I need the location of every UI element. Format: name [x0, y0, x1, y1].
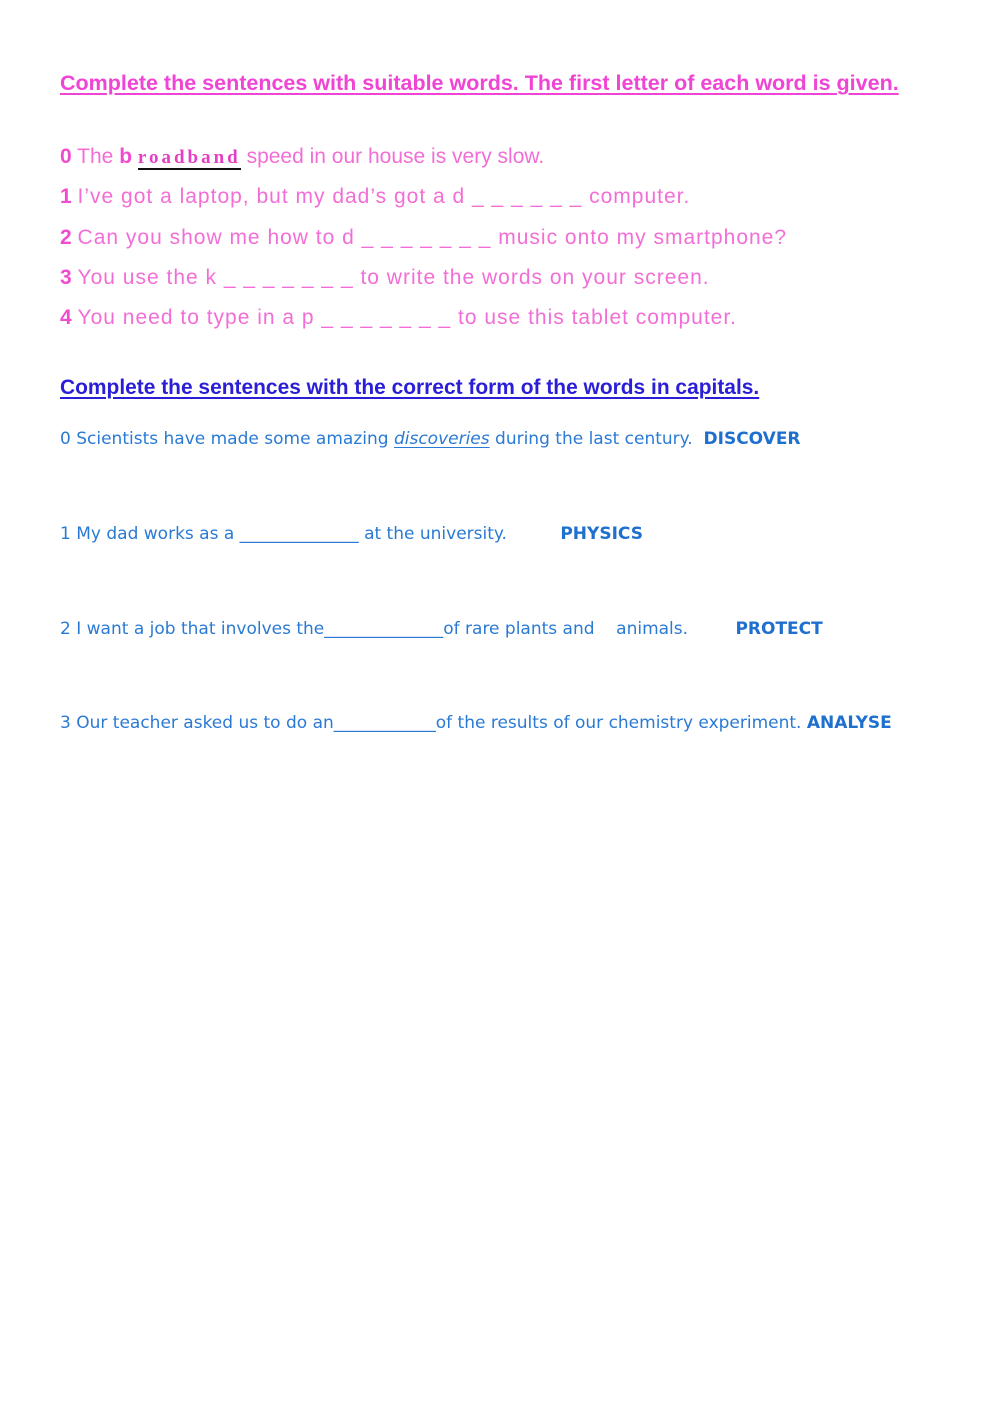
item-text-after: during the last century.: [495, 429, 693, 449]
item-text-after: speed in our house is very slow.: [246, 145, 545, 168]
item-text: Can you show me how to d _ _ _ _ _ _ _ music onto my smartphone?: [77, 226, 788, 249]
item-number: 0: [60, 145, 72, 168]
capital-keyword: DISCOVER: [703, 429, 801, 449]
item-number: 2: [60, 619, 71, 639]
example-answer: discoveries: [393, 429, 490, 449]
section1-item-4: [60, 305, 737, 331]
section2-item-1: [60, 523, 643, 545]
capital-keyword: PROTECT: [735, 619, 823, 639]
section1-item-1: [60, 184, 690, 210]
item-number: 3: [60, 266, 72, 289]
item-text: I’ve got a laptop, but my dad’s got a d _ _ _ _ _ _ computer.: [77, 185, 691, 208]
section1-heading: Complete the sentences with suitable words. The first letter of each word is given.: [60, 71, 899, 95]
section2-item-2: [60, 618, 823, 640]
section1-item-3: [60, 265, 710, 291]
capital-keyword: ANALYSE: [806, 713, 892, 733]
item-text-before: The: [77, 145, 114, 168]
item-text: You need to type in a p _ _ _ _ _ _ _ to use this tablet computer.: [77, 306, 738, 329]
item-number: 1: [60, 185, 72, 208]
item-text-before: Scientists have made some amazing: [76, 429, 389, 449]
section2-item-0: [60, 428, 801, 450]
item-text: You use the k _ _ _ _ _ _ _ to write the words on your screen.: [77, 266, 710, 289]
section2-item-3: [60, 712, 892, 734]
section1-item-0: [60, 144, 544, 171]
item-number: 3: [60, 713, 71, 733]
item-number: 2: [60, 226, 72, 249]
item-number: 1: [60, 524, 71, 544]
capital-keyword: PHYSICS: [560, 524, 643, 544]
item-text: I want a job that involves the______________of rare plants and animals.: [76, 619, 689, 639]
section1-item-2: [60, 225, 787, 251]
item-text: Our teacher asked us to do an____________of the results of our chemistry experiment.: [76, 713, 802, 733]
item-text: My dad works as a ______________ at the university.: [76, 524, 507, 544]
item-number: 0: [60, 429, 71, 449]
first-letter: b: [119, 145, 133, 168]
section2-heading: Complete the sentences with the correct form of the words in capitals.: [60, 376, 760, 399]
example-answer: roadband: [137, 147, 241, 168]
item-number: 4: [60, 306, 72, 329]
